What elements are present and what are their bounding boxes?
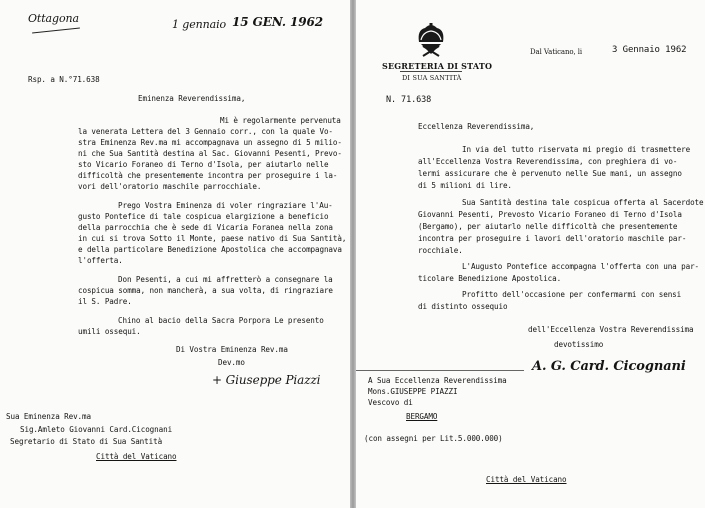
letterhead-title: SEGRETERIA DI STATO	[382, 61, 493, 71]
handwritten-annotation: Ottagona	[28, 12, 79, 25]
handwritten-annotation: 1 gennaio	[172, 18, 227, 31]
protocol-reference: Rsp. a N.°71.638	[28, 75, 100, 84]
recipient-city: Città del Vaticano	[96, 452, 177, 461]
right-letter-page	[356, 0, 705, 508]
recipient-line: Sig.Amleto Giovanni Card.Cicognani	[20, 425, 173, 434]
recipient-line: Sua Eminenza Rev.ma	[6, 412, 91, 421]
letterhead-rule	[400, 71, 462, 72]
body-line: rocchiale.	[418, 246, 463, 255]
salutation: Eminenza Reverendissima,	[138, 94, 246, 103]
closing-line: Di Vostra Eminenza Rev.ma	[176, 345, 288, 354]
closing-line: Dev.mo	[218, 358, 245, 367]
place-label: Dal Vaticano, li	[530, 48, 583, 56]
body-line: sto Vicario Foraneo di Terno d'Isola, per aiutarlo nelle	[78, 160, 329, 169]
body-line: l'offerta.	[78, 256, 123, 265]
body-line: cospicua somma, non mancherà, a sua volta, di ringraziare	[78, 286, 333, 295]
protocol-number: N. 71.638	[386, 95, 432, 105]
closing-line: devotissimo	[554, 340, 604, 349]
body-line: gusto Pontefice di tale cospicua elargizione a beneficio	[78, 212, 329, 221]
body-line: e della particolare Benedizione Apostolica che accompagnava	[78, 245, 342, 254]
body-line: Mi è regolarmente pervenuta	[220, 116, 341, 125]
body-line: Profitto dell'occasione per confermarmi con sensi	[462, 290, 682, 299]
papal-crest-icon	[411, 22, 451, 58]
separator-rule	[356, 370, 524, 371]
body-line: Chino al bacio della Sacra Porpora Le presento	[118, 316, 324, 325]
body-line: L'Augusto Pontefice accompagna l'offerta con una par-	[462, 262, 700, 271]
recipient-line: Vescovo di	[368, 398, 413, 407]
body-line: Prego Vostra Eminenza di voler ringraziare l'Au-	[118, 201, 333, 210]
recipient-line: A Sua Eccellenza Reverendissima	[368, 376, 507, 385]
body-line: all'Eccellenza Vostra Reverendissima, con preghiera di vo-	[418, 157, 678, 166]
body-line: (Bergamo), per aiutarlo nelle difficoltà che presentemente	[418, 222, 678, 231]
body-line: stra Eminenza Rev.ma mi accompagnava un assegno di 5 milio-	[78, 138, 342, 147]
handwritten-signature: A. G. Card. Cicognani	[532, 359, 686, 374]
handwritten-date-annotation: 15 GEN. 1962	[232, 15, 324, 29]
body-line: in cui si trova Sotto il Monte, paese nativo di Sua Santità,	[78, 234, 347, 243]
recipient-city: BERGAMO	[406, 412, 438, 421]
body-line: della parrocchia che è sede di Vicaria Foranea nella zona	[78, 223, 333, 232]
enclosure-note: (con assegni per Lit.5.000.000)	[364, 434, 503, 443]
body-line: la venerata Lettera del 3 Gennaio corr., con la quale Vo-	[78, 127, 333, 136]
body-line: In via del tutto riservata mi pregio di trasmettere	[462, 145, 691, 154]
body-line: umili ossequi.	[78, 327, 141, 336]
salutation: Eccellenza Reverendissima,	[418, 122, 535, 131]
body-line: difficoltà che presentemente incontra per proseguire i la-	[78, 171, 338, 180]
body-line: ticolare Benedizione Apostolica.	[418, 274, 562, 283]
letter-date: 3 Gennaio 1962	[612, 45, 687, 55]
body-line: ni che Sua Santità destina al Sac. Giovanni Pesenti, Prevo-	[78, 149, 342, 158]
city-line: Città del Vaticano	[486, 475, 567, 484]
body-line: Don Pesenti, a cui mi affretterò a consegnare la	[118, 275, 333, 284]
body-line: di distinto ossequio	[418, 302, 508, 311]
body-line: Sua Santità destina tale cospicua offerta al Sacerdote	[462, 198, 704, 207]
left-letter-page	[0, 0, 350, 508]
recipient-line: Mons.GIUSEPPE PIAZZI	[368, 387, 458, 396]
handwritten-signature: + Giuseppe Piazzi	[212, 373, 321, 387]
body-line: vori dell'oratorio maschile parrocchiale.	[78, 182, 262, 191]
body-line: di 5 milioni di lire.	[418, 181, 512, 190]
letterhead-subtitle: DI SUA SANTITÀ	[402, 74, 462, 82]
body-line: incontra per proseguire i lavori dell'oratorio maschile par-	[418, 234, 687, 243]
body-line: il S. Padre.	[78, 297, 132, 306]
annotation-stroke	[32, 27, 80, 33]
recipient-line: Segretario di Stato di Sua Santità	[10, 437, 163, 446]
body-line: Giovanni Pesenti, Prevosto Vicario Foraneo di Terno d'Isola	[418, 210, 682, 219]
closing-line: dell'Eccellenza Vostra Reverendissima	[528, 325, 694, 334]
body-line: lermi assicurare che è pervenuto nelle Sue mani, un assegno	[418, 169, 682, 178]
